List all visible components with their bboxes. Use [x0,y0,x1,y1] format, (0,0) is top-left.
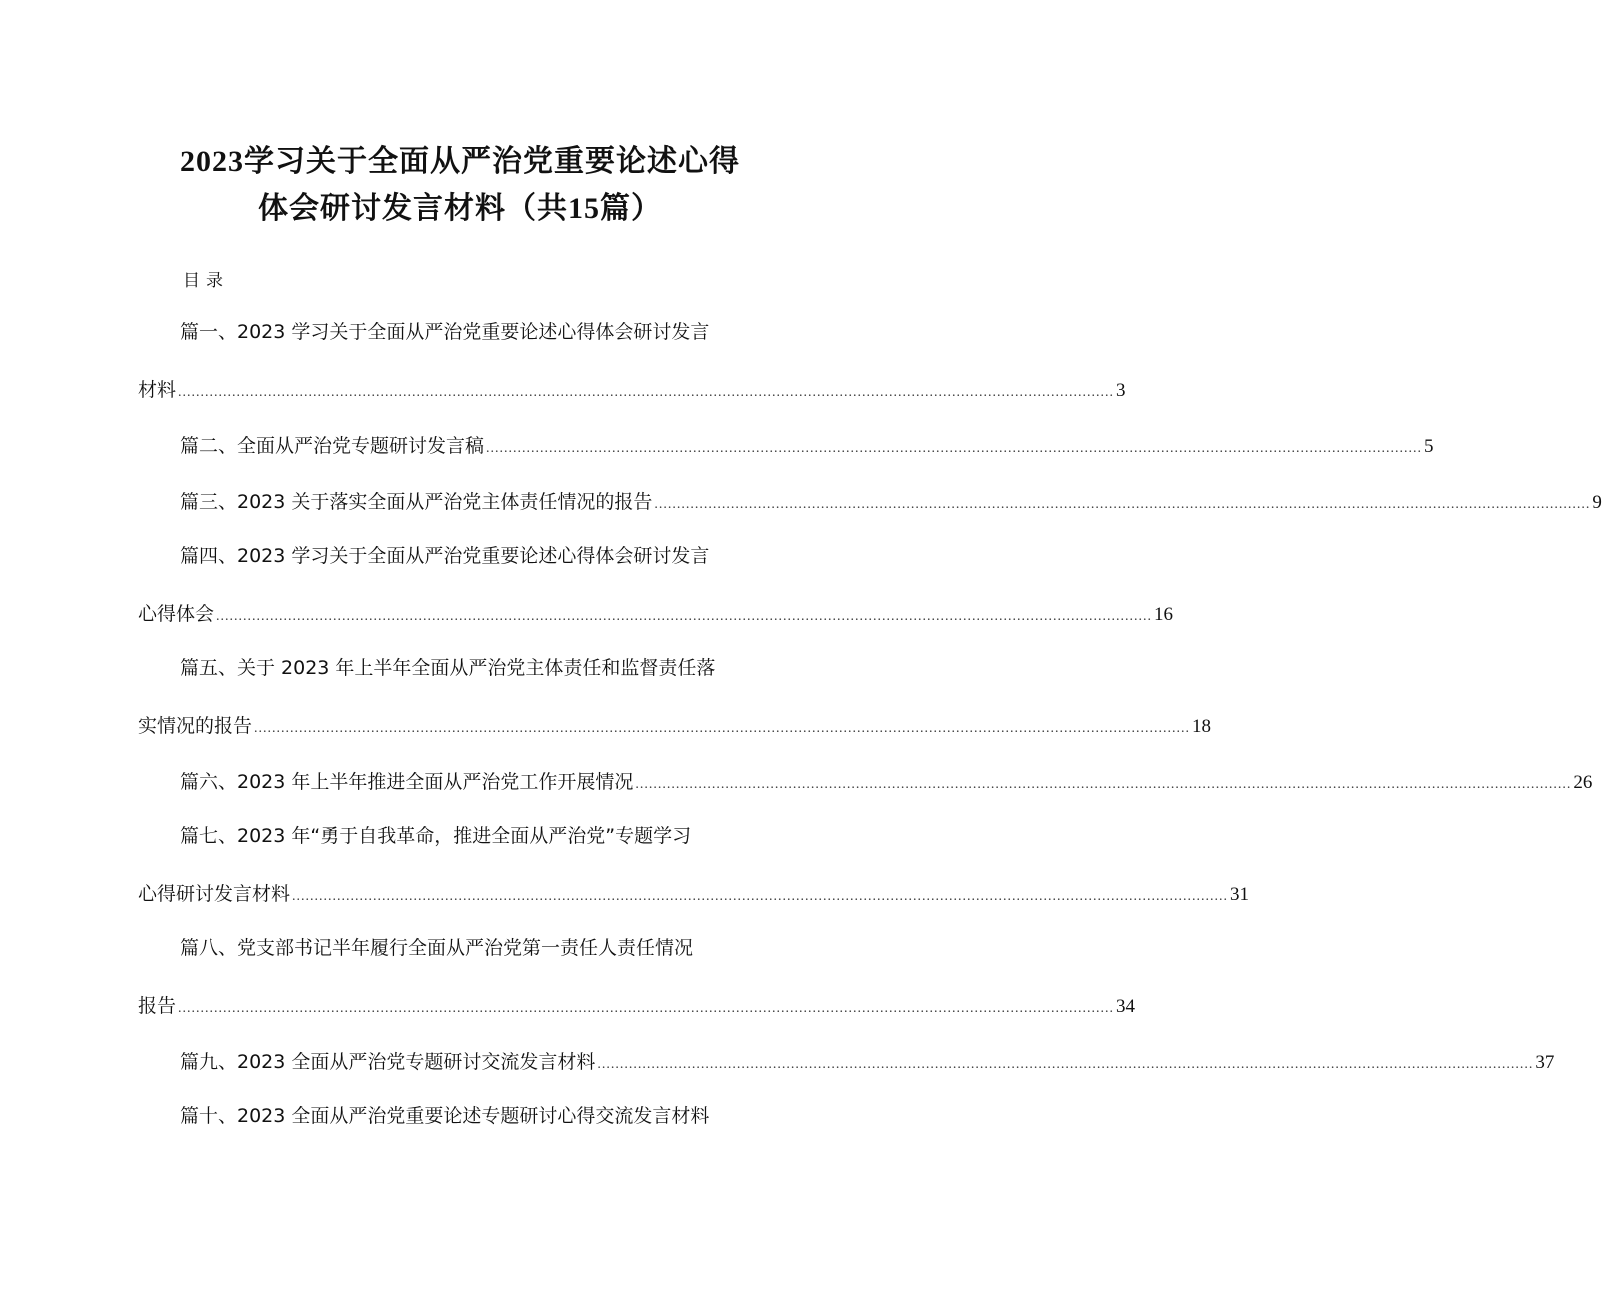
toc-entry-6-page: 26 [1573,772,1593,793]
toc-entry-7-line-2[interactable] [138,879,1250,905]
document-title-line-1 [0,136,920,180]
toc-entry-3-text: 篇三、2023 关于落实全面从严治党主体责任情况的报告 [180,491,653,513]
toc-entry-3-page: 9 [1592,492,1602,513]
toc-entry-5-line-1[interactable]: 篇五、关于 2023 年上半年全面从严治党主体责任和监督责任落 [180,657,716,679]
toc-entry-6-text: 篇六、2023 年上半年推进全面从严治党工作开展情况 [180,771,634,793]
toc-leader-dots: ................................................................................................................................................................................................................ [254,721,1191,736]
title-text-3: 篇） [600,191,662,226]
toc-leader-dots: ................................................................................................................................................................................................................ [178,385,1115,400]
toc-entry-1-line-1[interactable]: 篇一、2023 学习关于全面从严治党重要论述心得体会研讨发言 [180,321,710,343]
toc-entry-8-line-1[interactable]: 篇八、党支部书记半年履行全面从严治党第一责任人责任情况 [180,937,694,959]
toc-entry-2-page: 5 [1424,436,1434,457]
toc-entry-7-text: 心得研讨发言材料 [138,883,291,905]
title-text-1: 学习关于全面从严治党重要论述心得 [244,144,740,179]
toc-entry-1-page: 3 [1116,380,1126,401]
toc-entry-6[interactable] [180,767,1593,793]
toc-entry-5-page: 18 [1192,716,1212,737]
toc-entry-8-text: 报告 [138,995,177,1017]
toc-entry-4-line-2[interactable] [138,599,1174,625]
toc-entry-2[interactable] [180,431,1434,457]
toc-entry-10-line-1[interactable]: 篇十、2023 全面从严治党重要论述专题研讨心得交流发言材料 [180,1105,710,1127]
document-title-line-2 [0,183,920,227]
toc-entry-5-line-2[interactable] [138,711,1212,737]
toc-entry-7-page: 31 [1230,884,1250,905]
toc-leader-dots: ................................................................................................................................................................................................................ [216,609,1153,624]
toc-heading: 目录 [183,271,229,291]
toc-entry-5-text: 实情况的报告 [138,715,253,737]
toc-entry-9-page: 37 [1535,1052,1555,1073]
toc-entry-3[interactable] [180,487,1602,513]
toc-entry-8-line-2[interactable] [138,991,1136,1017]
title-text-2: 体会研讨发言材料（共 [258,191,568,226]
toc-entry-4-line-1[interactable]: 篇四、2023 学习关于全面从严治党重要论述心得体会研讨发言 [180,545,710,567]
toc-entry-1-text: 材料 [138,379,177,401]
title-count: 15 [568,192,600,225]
toc-entry-1-line-2[interactable] [138,375,1126,401]
toc-leader-dots: ................................................................................................................................................................................................................ [178,1001,1115,1016]
toc-entry-2-text: 篇二、全面从严治党专题研讨发言稿 [180,435,485,457]
toc-entry-4-page: 16 [1154,604,1174,625]
toc-leader-dots: ................................................................................................................................................................................................................ [635,777,1572,792]
toc-leader-dots: ................................................................................................................................................................................................................ [654,497,1591,512]
toc-entry-9-text: 篇九、2023 全面从严治党专题研讨交流发言材料 [180,1051,596,1073]
title-year: 2023 [180,145,244,178]
toc-entry-9[interactable] [180,1047,1555,1073]
toc-entry-4-text: 心得体会 [138,603,215,625]
toc-leader-dots: ................................................................................................................................................................................................................ [292,889,1229,904]
toc-leader-dots: ................................................................................................................................................................................................................ [486,441,1423,456]
toc-entry-7-line-1[interactable]: 篇七、2023 年“勇于自我革命，推进全面从严治党”专题学习 [180,825,692,847]
toc-leader-dots: ................................................................................................................................................................................................................ [597,1057,1534,1072]
toc-entry-8-page: 34 [1116,996,1136,1017]
